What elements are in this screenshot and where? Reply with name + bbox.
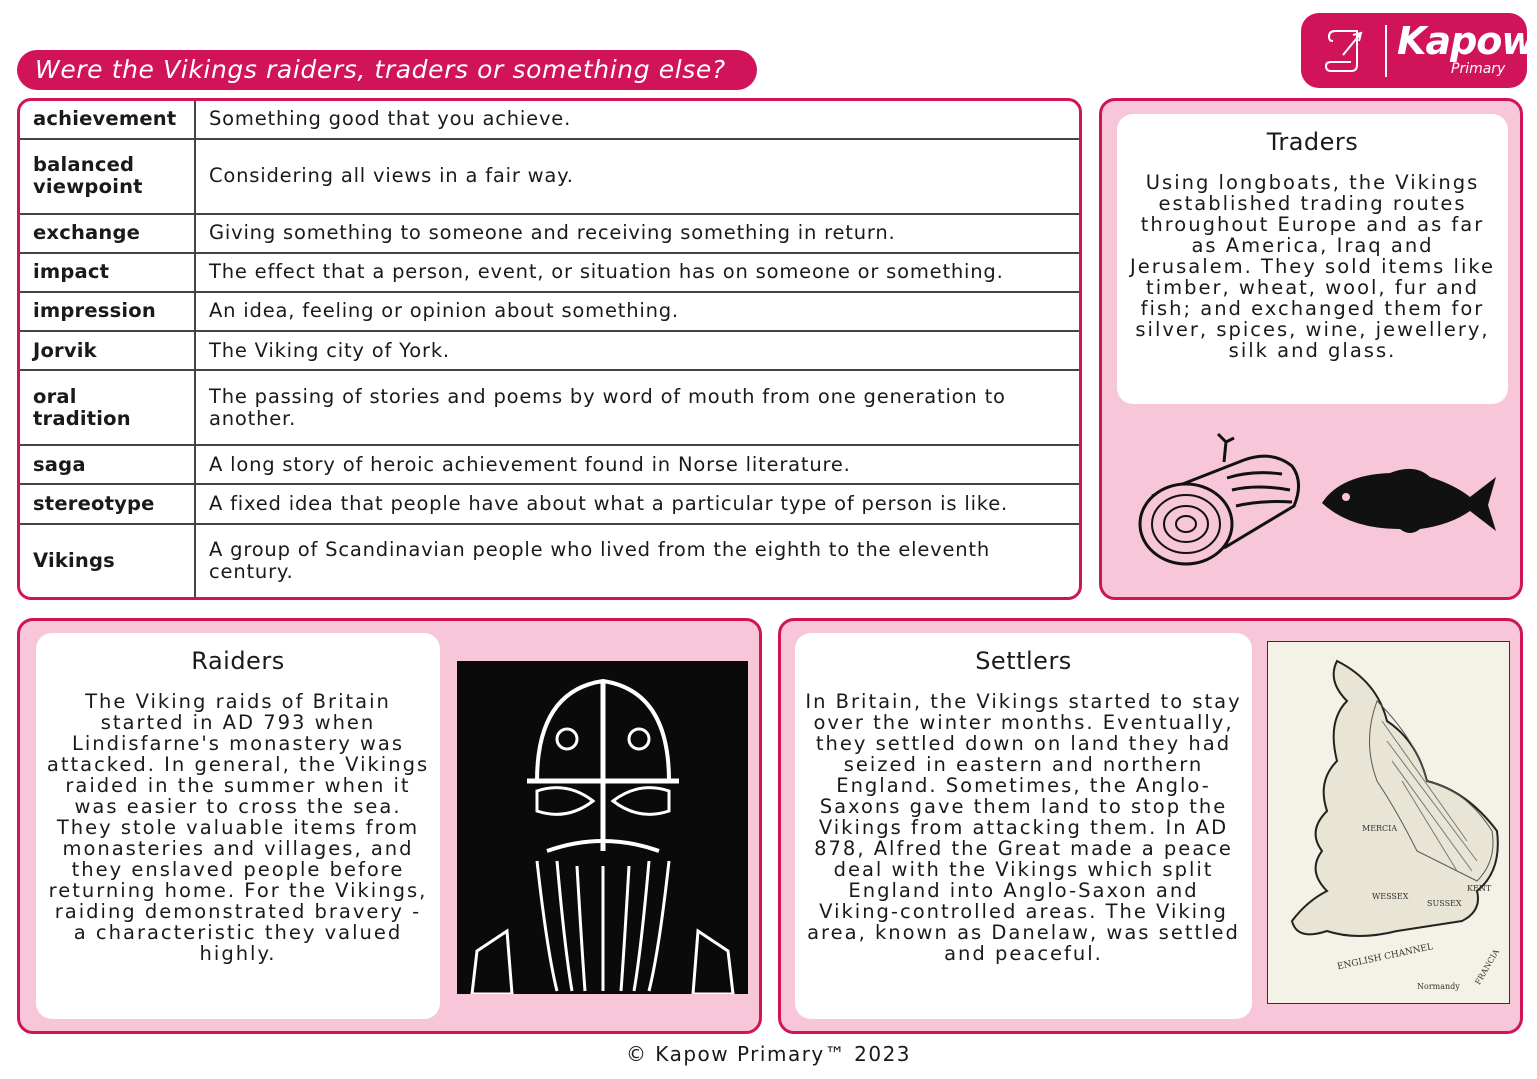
vocab-definition: The effect that a person, event, or situation has on someone or something. <box>195 253 1079 292</box>
raiders-heading: Raiders <box>191 647 285 675</box>
vocab-definition: The passing of stories and poems by word of mouth from one generation to another. <box>195 370 1079 445</box>
vocab-term: Jorvik <box>20 331 195 370</box>
traders-panel <box>1099 98 1523 600</box>
settlers-heading: Settlers <box>975 647 1072 675</box>
map-label-kent: KENT <box>1467 884 1492 893</box>
log-icon <box>1132 428 1307 573</box>
vocab-row <box>20 484 1079 523</box>
traders-card <box>1117 114 1508 404</box>
scroll-quill-icon <box>1323 27 1367 75</box>
vocab-row <box>20 139 1079 214</box>
vocab-term: impression <box>20 292 195 331</box>
vocab-row <box>20 331 1079 370</box>
settlers-panel <box>778 618 1523 1034</box>
settlers-text: In Britain, the Vikings started to stay over the winter months. Eventually, they settled down on land they had seized in eastern and northern England. Sometimes, the Anglo-Saxons gave them land to stop the Vikings from attacking them. In AD 878, Alfred the Great made a peace deal with the Vikings which split England into Anglo-Saxon and Viking-controlled areas. The Viking area, known as Danelaw, was settled and peaceful. <box>805 690 1242 965</box>
vocab-term: stereotype <box>20 484 195 523</box>
vocab-row <box>20 524 1079 597</box>
vocab-term: exchange <box>20 214 195 253</box>
map-label-channel: ENGLISH CHANNEL <box>1336 942 1434 973</box>
vocab-term: impact <box>20 253 195 292</box>
vocab-definition: A group of Scandinavian people who lived from the eighth to the eleventh century. <box>209 537 991 583</box>
kapow-logo <box>1301 13 1536 88</box>
logo-divider <box>1385 25 1387 77</box>
map-label-sussex: SUSSEX <box>1427 899 1462 908</box>
vocab-definition: Considering all views in a fair way. <box>195 139 1079 214</box>
map-label-mercia: MERCIA <box>1362 824 1398 833</box>
vocab-definition: Something good that you achieve. <box>195 101 1079 139</box>
map-label-normandy: Normandy <box>1417 982 1460 991</box>
vocabulary-table <box>17 98 1082 600</box>
vocab-definition: A fixed idea that people have about what a particular type of person is like. <box>195 484 1079 523</box>
traders-heading: Traders <box>1266 128 1359 156</box>
danelaw-map-image <box>1267 641 1510 1004</box>
vocab-term: achievement <box>20 101 195 139</box>
logo-brand: Kapow <box>1397 19 1536 63</box>
vocab-definition: Giving something to someone and receiving something in return. <box>195 214 1079 253</box>
traders-text: Using longboats, the Vikings established trading routes throughout Europe and as far as America, Iraq and Jerusalem. They sold items like timber, wheat, wool, fur and fish; and exchanged them for silver, spices, wine, jewellery, silk and glass. <box>1130 171 1495 362</box>
vocab-row <box>20 292 1079 331</box>
raiders-text: The Viking raids of Britain started in AD 793 when Lindisfarne's monastery was attacked. In general, the Vikings raided in the summer when it was easier to cross the sea. They stole valuable items from monasteries and villages, and they enslaved people before returning home. For the Vikings, raiding demonstrated bravery - a characteristic they valued highly. <box>46 690 430 965</box>
vocab-term: oral tradition <box>20 370 195 445</box>
vocab-row <box>20 214 1079 253</box>
vocab-row <box>20 253 1079 292</box>
vocab-row <box>20 101 1079 139</box>
vocab-term: saga <box>20 445 195 484</box>
vocab-row <box>20 445 1079 484</box>
footer-copyright: © Kapow Primary™ 2023 <box>625 1042 912 1066</box>
raiders-card <box>36 633 440 1019</box>
vocab-definition: A long story of heroic achievement found in Norse literature. <box>195 445 1079 484</box>
page-title: Were the Vikings raiders, traders or something else? <box>17 50 757 90</box>
map-label-wessex: WESSEX <box>1372 892 1409 901</box>
vocab-row <box>20 370 1079 445</box>
vocab-definition: An idea, feeling or opinion about something. <box>195 292 1079 331</box>
raiders-panel <box>17 618 762 1034</box>
vocab-term: Vikings <box>20 524 195 597</box>
fish-icon <box>1320 463 1498 538</box>
map-label-francia: FRANCIA <box>1473 947 1501 987</box>
vocab-term: balanced viewpoint <box>20 139 195 214</box>
viking-warrior-image <box>457 661 748 994</box>
logo-sub: Primary <box>1451 61 1506 77</box>
settlers-card <box>795 633 1252 1019</box>
vocab-definition: The Viking city of York. <box>195 331 1079 370</box>
